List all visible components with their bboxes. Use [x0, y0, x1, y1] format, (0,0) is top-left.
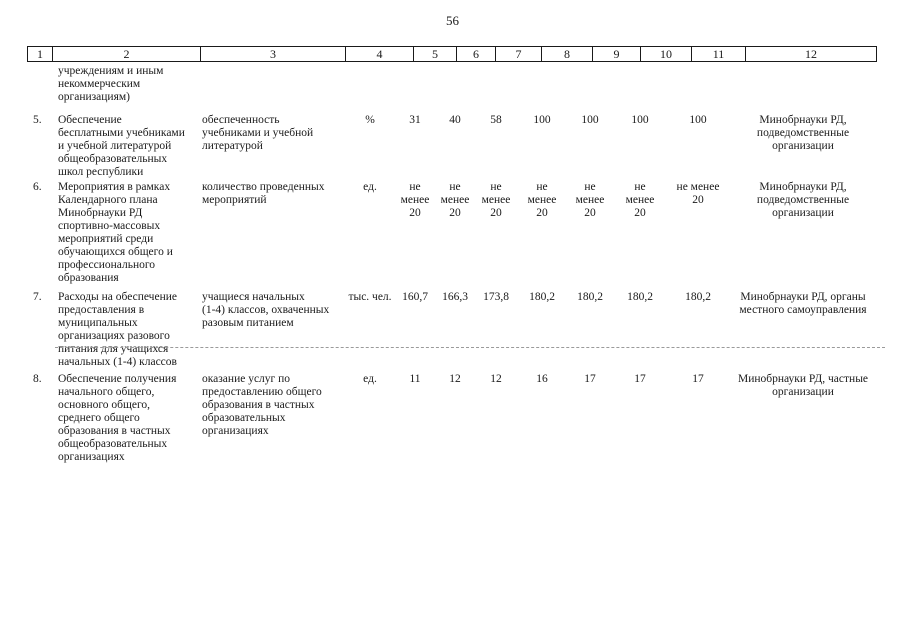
value-col-11: 17	[692, 373, 704, 385]
value-col-7: не менее 20	[481, 181, 511, 219]
value-col-11: 180,2	[685, 291, 711, 303]
value-col-10: 100	[631, 114, 649, 126]
value-col-6: 12	[449, 373, 461, 385]
value-col-7: 58	[490, 114, 502, 126]
value-col-5: 160,7	[402, 291, 428, 303]
event-name: Мероприятия в рамках Календарного плана Минобрнауки РД спортивно-массовых мероприятий среди обучающихся общего и профессионального образования	[58, 181, 173, 284]
fold-line	[55, 347, 885, 348]
value-col-11: не менее 20	[676, 181, 720, 206]
value-col-10: 180,2	[627, 291, 653, 303]
header-col-6: 6	[473, 47, 479, 61]
unit: тыс. чел.	[348, 291, 392, 303]
value-col-8: 16	[536, 373, 548, 385]
value-col-8: не менее 20	[527, 181, 557, 219]
value-col-9: 100	[581, 114, 599, 126]
event-name: Обеспечение получения начального общего, основного общего, среднего общего образования в частных общеобразовательных организациях	[58, 373, 177, 463]
value-col-6: 40	[449, 114, 461, 126]
value-col-6: не менее 20	[440, 181, 470, 219]
value-col-9: не менее 20	[575, 181, 605, 219]
page-number: 56	[446, 13, 459, 28]
unit: %	[365, 114, 375, 126]
header-col-3: 3	[270, 47, 276, 61]
value-col-10: не менее 20	[625, 181, 655, 219]
header-col-10: 10	[660, 47, 672, 61]
row-number: 5.	[33, 114, 42, 126]
row-number: 6.	[33, 181, 42, 193]
event-name: Расходы на обеспечение предоставления в муниципальных организациях разового питания для учащихся начальных (1-4) классов	[58, 291, 177, 368]
executor: Минобрнауки РД, подведомственные организации	[756, 114, 850, 152]
value-col-10: 17	[634, 373, 646, 385]
header-col-9: 9	[613, 47, 620, 61]
header-col-8: 8	[564, 47, 570, 61]
indicator-name: количество проведенных мероприятий	[202, 181, 325, 206]
header-col-5: 5	[432, 47, 438, 61]
indicator-name: оказание услуг по предоставлению общего образования в частных образовательных организациях	[202, 373, 322, 437]
value-col-5: 11	[409, 373, 421, 385]
header-col-11: 11	[712, 47, 725, 61]
indicator-name: обеспеченность учебниками и учебной литературой	[202, 114, 314, 152]
value-col-5: 31	[409, 114, 421, 126]
indicator-name: учащиеся начальных (1-4) классов, охваченных разовым питанием	[202, 291, 330, 329]
executor: Минобрнауки РД, подведомственные организации	[756, 181, 850, 219]
value-col-7: 173,8	[483, 291, 509, 303]
header-col-2: 2	[123, 47, 130, 61]
header-col-4: 4	[376, 47, 383, 61]
value-col-6: 166,3	[442, 291, 468, 303]
executor: Минобрнауки РД, органы местного самоуправления	[739, 291, 867, 316]
value-col-5: не менее 20	[400, 181, 430, 219]
row-number: 7.	[33, 291, 42, 303]
value-col-9: 180,2	[577, 291, 603, 303]
event-name: Обеспечение бесплатными учебниками и учебной литературой общеобразовательных школ республики	[58, 114, 185, 178]
carry-over-text: учреждениям и иным некоммерческим организациям)	[58, 65, 164, 103]
value-col-7: 12	[490, 373, 502, 385]
unit: ед.	[363, 181, 377, 193]
row-number: 8.	[33, 373, 42, 385]
header-col-7: 7	[515, 47, 522, 61]
value-col-8: 180,2	[529, 291, 555, 303]
table-header	[27, 46, 877, 62]
unit: ед.	[363, 373, 377, 385]
value-col-11: 100	[689, 114, 707, 126]
header-col-12: 12	[805, 47, 817, 61]
header-col-1: 1	[37, 47, 43, 61]
value-col-9: 17	[584, 373, 596, 385]
executor: Минобрнауки РД, частные организации	[737, 373, 869, 398]
value-col-8: 100	[533, 114, 551, 126]
